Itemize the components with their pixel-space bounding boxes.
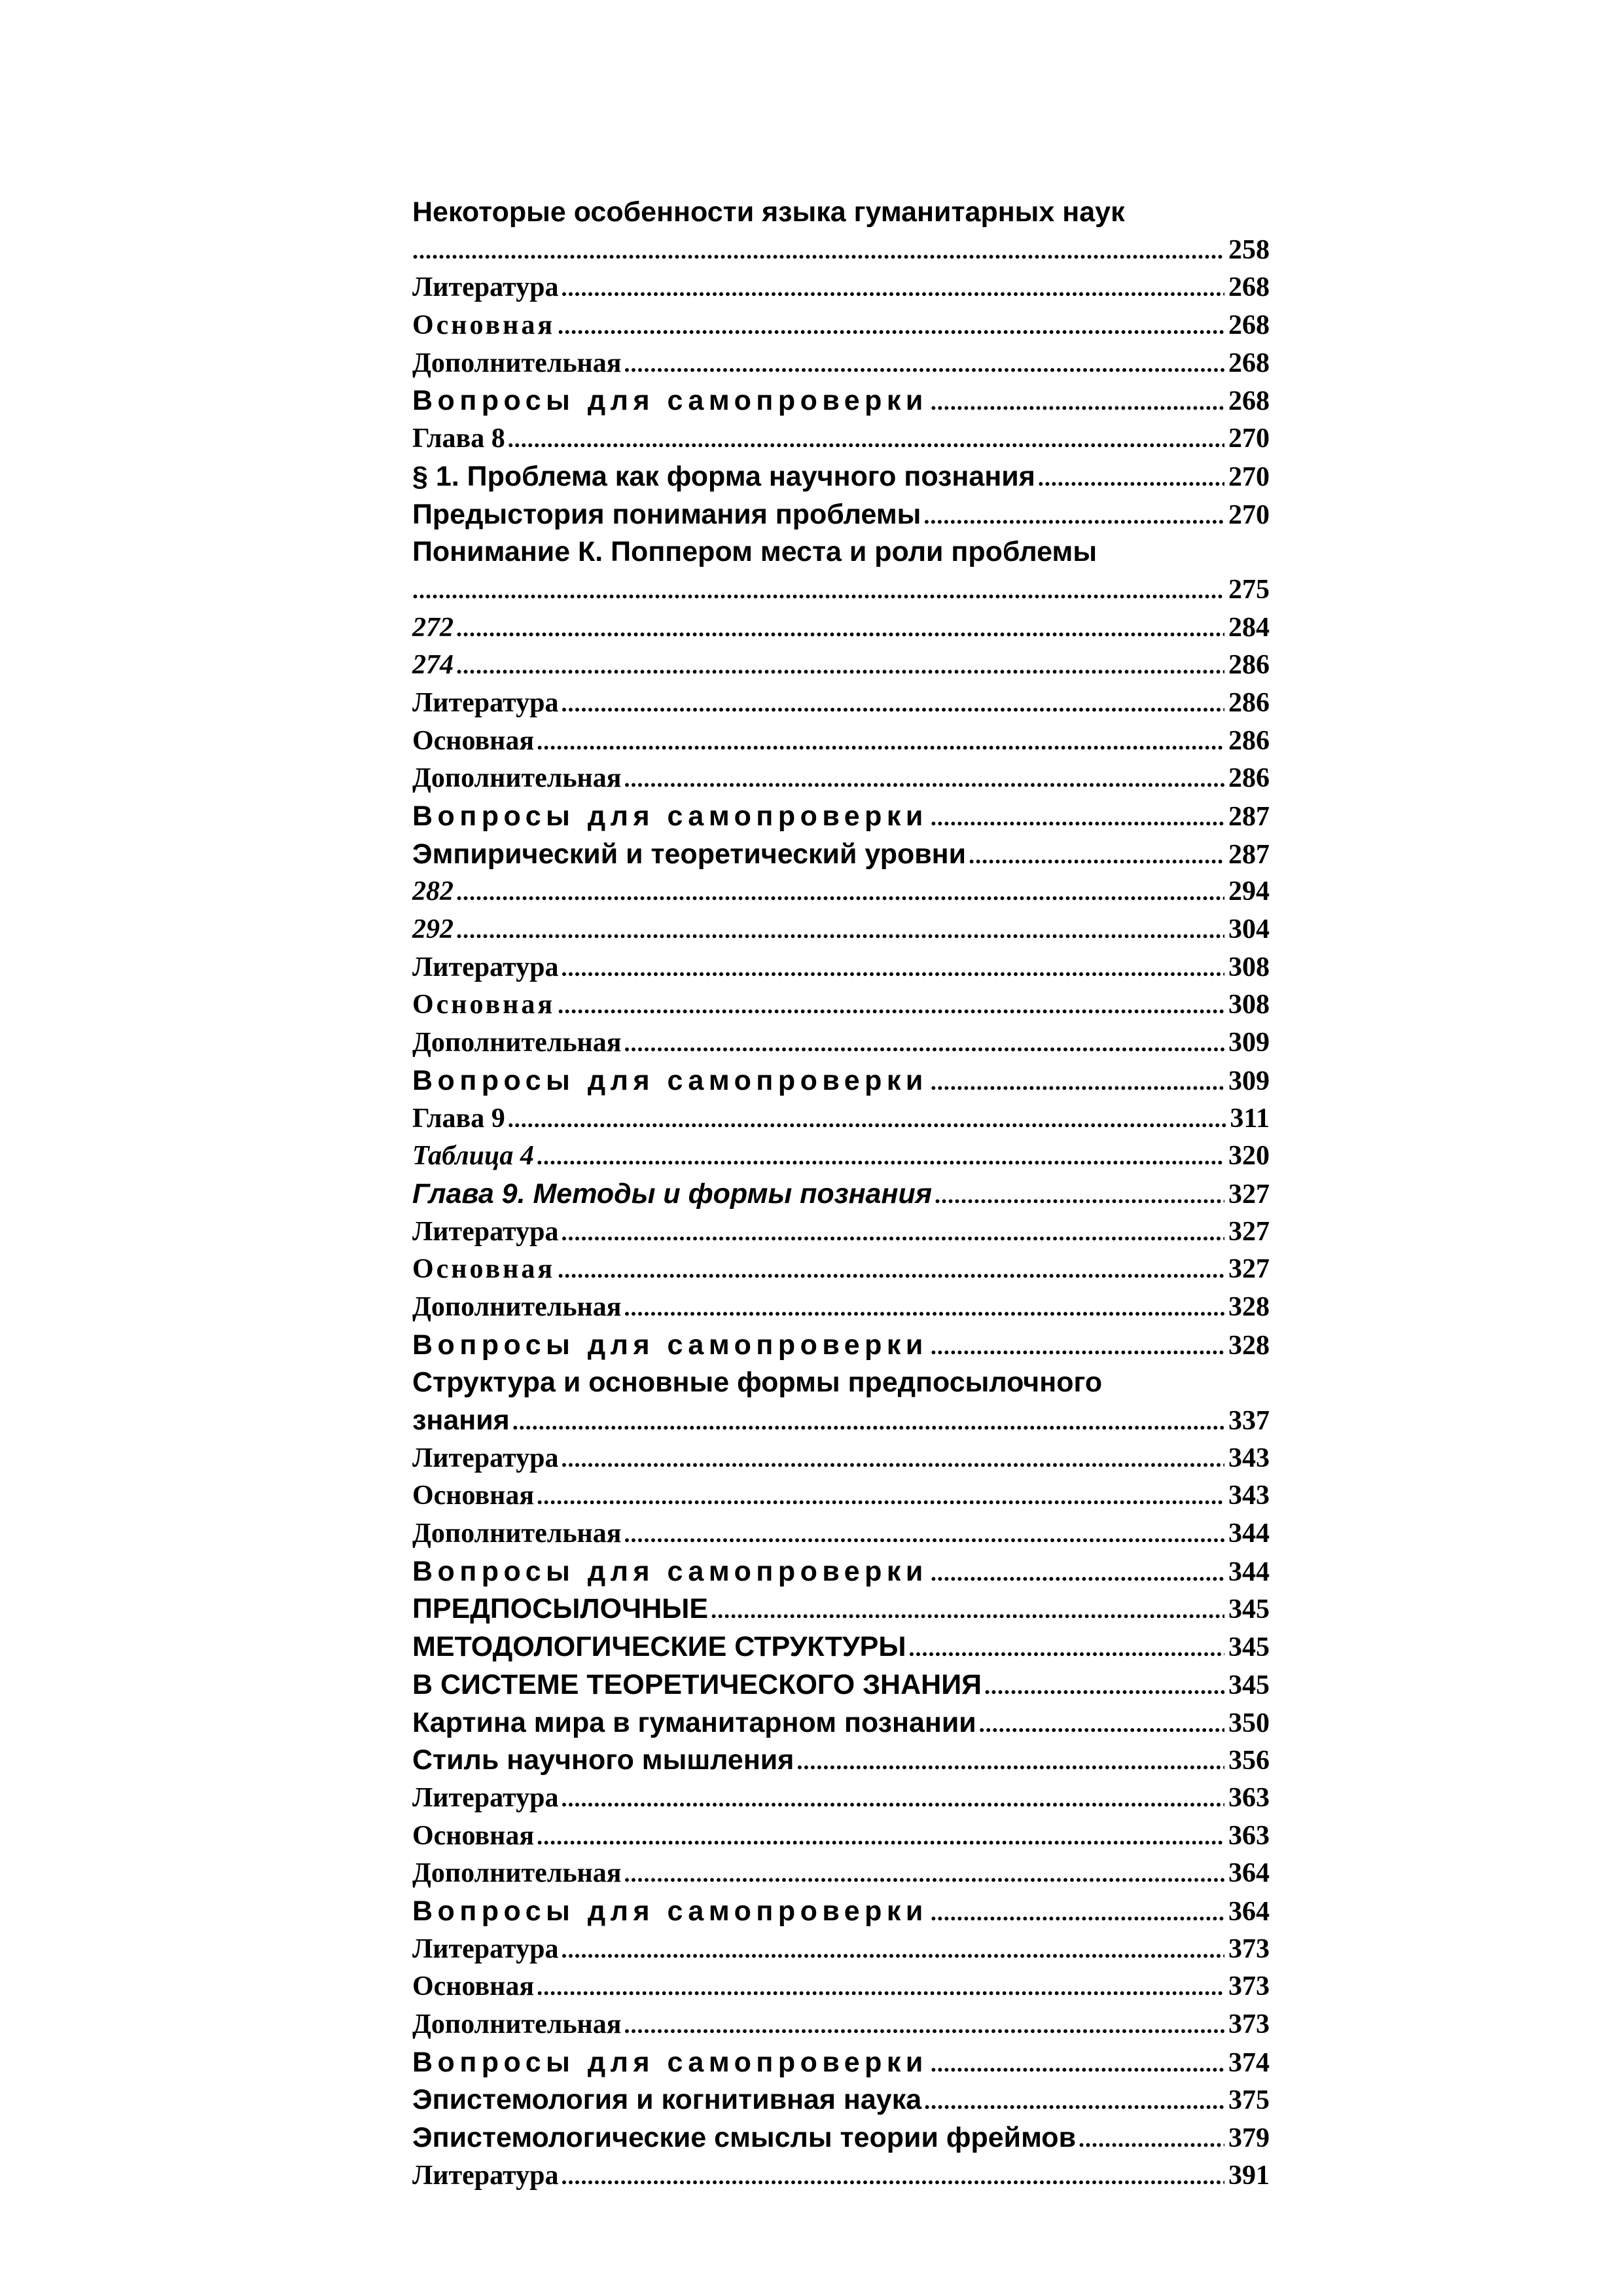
dot-leader	[624, 2007, 1224, 2045]
toc-entry-title: Вопросы для самопроверки	[412, 1555, 928, 1587]
toc-page-number: 268	[1228, 272, 1270, 303]
toc-entry-title: В СИСТЕМЕ ТЕОРЕТИЧЕСКОГО ЗНАНИЯ	[412, 1668, 982, 1700]
toc-entry-title: Картина мира в гуманитарном познании	[412, 1706, 976, 1738]
toc-page-number: 328	[1228, 1291, 1270, 1322]
toc-entry[interactable]	[412, 2119, 1270, 2157]
dot-leader	[931, 1554, 1224, 1592]
dot-leader	[624, 1516, 1224, 1554]
toc-entry[interactable]	[412, 1440, 1270, 1478]
dot-leader	[1079, 2121, 1224, 2159]
toc-page-number: 363	[1228, 1782, 1270, 1813]
dot-leader	[908, 1630, 1224, 1668]
toc-page-number: 286	[1228, 725, 1270, 756]
toc-entry-title: Литература	[412, 272, 559, 303]
toc-entry-title: 274	[412, 650, 454, 681]
toc-entry[interactable]	[412, 345, 1270, 383]
toc-page-number: 327	[1228, 1254, 1270, 1285]
dot-leader	[456, 610, 1224, 648]
toc-heading-line: Структура и основные формы предпосылочного	[412, 1367, 1103, 1399]
dot-leader	[931, 1328, 1224, 1366]
toc-entry[interactable]	[412, 1327, 1270, 1365]
dot-leader	[979, 1706, 1224, 1744]
dot-leader	[558, 1251, 1224, 1289]
toc-entry-title: Основная	[412, 1820, 535, 1851]
toc-page-number: 327	[1228, 1179, 1270, 1210]
toc-entry-title: Вопросы для самопроверки	[412, 2046, 928, 2078]
toc-page-number: 345	[1228, 1632, 1270, 1663]
toc-entry[interactable]	[412, 1289, 1270, 1327]
dot-leader	[412, 232, 1224, 270]
toc-page-number: 268	[1228, 310, 1270, 341]
toc-entry-title: Дополнительная	[412, 763, 622, 794]
dot-leader	[561, 1214, 1224, 1252]
toc-entry[interactable]	[412, 647, 1270, 685]
toc-entry-title: Дополнительная	[412, 1518, 622, 1549]
toc-entry-title: Дополнительная	[412, 2009, 622, 2039]
toc-page-number: 308	[1228, 990, 1270, 1020]
toc-entry-title: § 1. Проблема как форма научного познания	[412, 460, 1035, 492]
toc-entry-title: ПРЕДПОСЫЛОЧНЫЕ	[412, 1593, 709, 1625]
dot-leader	[931, 1064, 1224, 1102]
toc-entry-title: Дополнительная	[412, 1291, 622, 1322]
toc-entry[interactable]	[412, 911, 1270, 949]
toc-entry[interactable]	[412, 1402, 1270, 1440]
toc-page-number: 270	[1228, 423, 1270, 454]
toc-entry[interactable]	[412, 571, 1270, 609]
toc-page-number: 309	[1228, 1028, 1270, 1058]
toc-page-number: 391	[1228, 2160, 1270, 2191]
toc-entry-title: Эпистемология и когнитивная наука	[412, 2084, 922, 2116]
toc-entry-title: Основная	[412, 1971, 535, 2002]
toc-entry-title: Вопросы для самопроверки	[412, 1064, 928, 1096]
toc-entry-title: Стиль научного мышления	[412, 1744, 794, 1776]
toc-entry[interactable]	[412, 1175, 1270, 1213]
toc-entry-title: Предыстория понимания проблемы	[412, 498, 921, 530]
toc-entry-title: Глава 9. Методы и формы познания	[412, 1177, 933, 1210]
toc-entry[interactable]	[412, 685, 1270, 723]
dot-leader	[624, 1289, 1224, 1327]
dot-leader	[561, 1931, 1224, 1969]
dot-leader	[558, 987, 1224, 1025]
toc-entry[interactable]	[412, 723, 1270, 761]
toc-entry[interactable]	[412, 1742, 1270, 1780]
toc-entry[interactable]	[412, 1100, 1270, 1138]
toc-heading-line: Некоторые особенности языка гуманитарных наук	[412, 196, 1125, 228]
dot-leader	[456, 912, 1224, 950]
toc-page-number: 373	[1228, 2009, 1270, 2039]
toc-page-number: 258	[1228, 234, 1270, 265]
toc-entry-title: знания	[412, 1405, 510, 1436]
toc-entry-title: Дополнительная	[412, 1028, 622, 1058]
toc-entry[interactable]	[412, 609, 1270, 647]
toc-heading-line: Понимание К. Поппером места и роли проблемы	[412, 536, 1097, 568]
dot-leader	[508, 421, 1224, 459]
toc-entry[interactable]	[412, 2081, 1270, 2119]
toc-entry[interactable]	[412, 1628, 1270, 1666]
dot-leader	[624, 1025, 1224, 1063]
toc-entry-title: Литература	[412, 1216, 559, 1247]
toc-page-number: 308	[1228, 952, 1270, 982]
toc-page-number: 345	[1228, 1670, 1270, 1700]
dot-leader	[512, 1403, 1224, 1441]
dot-leader	[456, 647, 1224, 685]
toc-entry-title: Таблица 4	[412, 1141, 534, 1172]
toc-page-number: 270	[1228, 461, 1270, 492]
toc-page-number: 373	[1228, 1971, 1270, 2002]
toc-entry[interactable]	[412, 2006, 1270, 2044]
toc-page-number: 287	[1228, 802, 1270, 832]
dot-leader	[624, 346, 1224, 384]
toc-entry[interactable]	[412, 1553, 1270, 1591]
toc-page-number: 356	[1228, 1746, 1270, 1776]
toc-entry[interactable]	[412, 458, 1270, 496]
toc-page-number: 364	[1228, 1858, 1270, 1889]
dot-leader	[924, 2083, 1224, 2121]
toc-entry[interactable]	[412, 836, 1270, 874]
toc-entry[interactable]	[412, 420, 1270, 458]
toc-entry[interactable]	[412, 2157, 1270, 2195]
toc-entry-title: Дополнительная	[412, 348, 622, 378]
toc-entry[interactable]	[412, 1855, 1270, 1893]
toc-entry-title: Литература	[412, 1782, 559, 1813]
toc-entry-title: Литература	[412, 952, 559, 982]
toc-entry-title: Глава 9	[412, 1103, 505, 1134]
toc-entry-title: Вопросы для самопроверки	[412, 800, 928, 832]
dot-leader	[796, 1743, 1224, 1781]
toc-entry-title: Литература	[412, 1443, 559, 1473]
toc-entry[interactable]	[412, 949, 1270, 987]
toc-entry[interactable]	[412, 269, 1270, 307]
toc-page-number: 309	[1228, 1066, 1270, 1096]
toc-page-number: 270	[1228, 499, 1270, 530]
toc-entry-title: 292	[412, 914, 454, 945]
toc-entry[interactable]	[412, 307, 1270, 345]
toc-entry[interactable]	[412, 232, 1270, 270]
dot-leader	[537, 1969, 1224, 2007]
dot-leader	[969, 837, 1224, 875]
dot-leader	[561, 270, 1224, 308]
toc-page-number: 294	[1228, 876, 1270, 907]
toc-entry-title: Литература	[412, 1933, 559, 1964]
toc-page-number: 363	[1228, 1820, 1270, 1851]
toc-entry[interactable]	[412, 1590, 1270, 1628]
toc-entry-title: Эпистемологические смыслы теории фреймов	[412, 2122, 1077, 2154]
toc-entry-title: МЕТОДОЛОГИЧЕСКИЕ СТРУКТУРЫ	[412, 1631, 906, 1663]
dot-leader	[984, 1668, 1224, 1706]
toc-page-number: 364	[1228, 1896, 1270, 1927]
toc-entry-title: Эмпирический и теоретический уровни	[412, 838, 967, 870]
dot-leader	[508, 1101, 1226, 1139]
toc-page-number: 350	[1228, 1708, 1270, 1738]
dot-leader	[931, 799, 1224, 837]
toc-entry-title: Основная	[412, 310, 556, 341]
dot-leader	[561, 2158, 1224, 2196]
toc-entry[interactable]	[412, 1780, 1270, 1818]
toc-entry[interactable]	[412, 1515, 1270, 1553]
dot-leader	[624, 1856, 1224, 1893]
dot-leader	[931, 384, 1224, 422]
dot-leader	[558, 308, 1224, 346]
toc-entry[interactable]	[412, 1704, 1270, 1742]
toc-entry-title: 282	[412, 876, 454, 907]
dot-leader	[537, 723, 1224, 761]
toc-page-number: 343	[1228, 1480, 1270, 1511]
toc-entry[interactable]	[412, 1024, 1270, 1062]
toc-page-number: 320	[1228, 1141, 1270, 1172]
dot-leader	[935, 1177, 1224, 1215]
toc-entry[interactable]	[412, 1818, 1270, 1856]
toc-entry[interactable]	[412, 1477, 1270, 1515]
toc-entry-title: Дополнительная	[412, 1858, 622, 1889]
dot-leader	[1038, 459, 1224, 497]
toc-entry[interactable]	[412, 1931, 1270, 1969]
toc-entry[interactable]	[412, 760, 1270, 798]
toc-entry-title: Основная	[412, 725, 535, 756]
toc-page-number: 286	[1228, 650, 1270, 681]
toc-page-number: 286	[1228, 763, 1270, 794]
toc-entry-title: Литература	[412, 687, 559, 718]
toc-page-number: 337	[1228, 1406, 1270, 1436]
dot-leader	[537, 1818, 1224, 1856]
dot-leader	[456, 874, 1224, 912]
toc-entry[interactable]	[412, 1666, 1270, 1704]
toc-page-number: 268	[1228, 348, 1270, 378]
dot-leader	[711, 1592, 1224, 1630]
table-of-contents	[412, 194, 1270, 2195]
toc-page-number: 311	[1230, 1103, 1270, 1134]
toc-page-number: 286	[1228, 687, 1270, 718]
toc-entry[interactable]	[412, 986, 1270, 1024]
toc-page-number: 344	[1228, 1518, 1270, 1549]
dot-leader	[931, 2045, 1224, 2083]
toc-entry[interactable]	[412, 1251, 1270, 1289]
toc-page-number: 275	[1228, 574, 1270, 605]
dot-leader	[412, 572, 1224, 610]
dot-leader	[537, 1478, 1224, 1516]
toc-entry[interactable]	[412, 1893, 1270, 1931]
toc-page-number: 268	[1228, 386, 1270, 417]
toc-entry[interactable]	[412, 1213, 1270, 1251]
toc-page-number: 345	[1228, 1594, 1270, 1625]
toc-entry-title: Вопросы для самопроверки	[412, 1895, 928, 1927]
toc-page-number: 328	[1228, 1330, 1270, 1361]
toc-entry-title: Основная	[412, 1254, 556, 1285]
toc-entry-title: Вопросы для самопроверки	[412, 385, 928, 417]
toc-entry[interactable]	[412, 873, 1270, 911]
toc-entry-title: Глава 8	[412, 423, 505, 454]
toc-entry[interactable]	[412, 382, 1270, 420]
toc-entry-title: Основная	[412, 1480, 535, 1511]
toc-page-number: 304	[1228, 914, 1270, 945]
dot-leader	[561, 1441, 1224, 1479]
toc-page-number: 343	[1228, 1443, 1270, 1473]
toc-entry-title: Литература	[412, 2160, 559, 2191]
toc-entry-title: Вопросы для самопроверки	[412, 1329, 928, 1361]
dot-leader	[537, 1138, 1224, 1176]
toc-page-number: 373	[1228, 1933, 1270, 1964]
toc-page-number: 374	[1228, 2047, 1270, 2078]
toc-entry-title: 272	[412, 612, 454, 643]
toc-entry[interactable]	[412, 1138, 1270, 1175]
dot-leader	[624, 761, 1224, 798]
toc-entry[interactable]	[412, 2044, 1270, 2082]
dot-leader	[923, 497, 1224, 535]
toc-page-number: 344	[1228, 1556, 1270, 1587]
toc-page-number: 375	[1228, 2085, 1270, 2116]
dot-leader	[561, 685, 1224, 723]
dot-leader	[561, 1780, 1224, 1818]
toc-entry[interactable]	[412, 798, 1270, 836]
dot-leader	[561, 950, 1224, 988]
toc-entry-title: Основная	[412, 990, 556, 1020]
toc-entry[interactable]	[412, 496, 1270, 534]
toc-entry[interactable]	[412, 1062, 1270, 1100]
toc-page-number: 327	[1228, 1216, 1270, 1247]
toc-entry[interactable]	[412, 1968, 1270, 2006]
toc-page-number: 379	[1228, 2123, 1270, 2154]
toc-page-number: 284	[1228, 612, 1270, 643]
dot-leader	[931, 1894, 1224, 1932]
toc-page-number: 287	[1228, 839, 1270, 870]
